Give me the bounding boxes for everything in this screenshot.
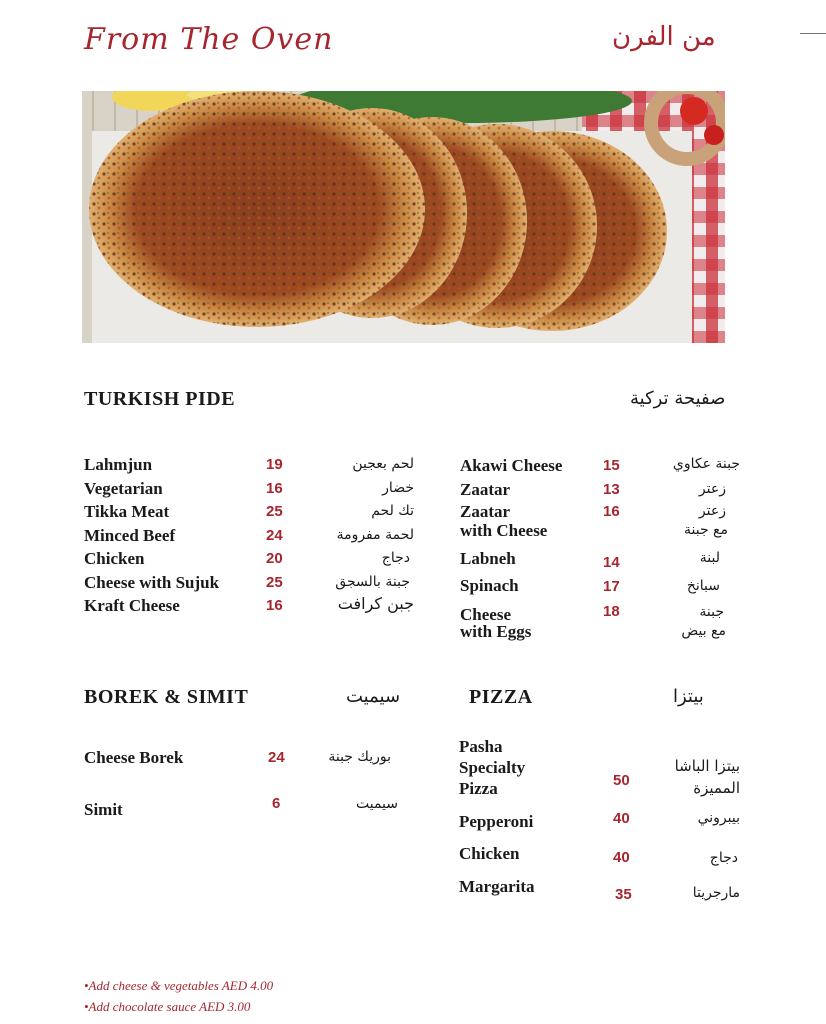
menu-item-arabic: زعتر (698, 481, 726, 497)
corner-divider (800, 33, 826, 34)
menu-item-price: 17 (603, 578, 620, 595)
menu-item-arabic: زعتر (698, 503, 726, 519)
menu-item-price: 19 (266, 456, 283, 473)
menu-item-price: 6 (272, 795, 281, 812)
menu-item-name: Simit (84, 800, 123, 819)
menu-item-name: Zaatar (460, 502, 511, 521)
menu-item-arabic: جبنة بالسجق (335, 574, 410, 590)
menu-item-arabic: مارجريتا (692, 885, 740, 901)
menu-item-arabic: جبنة عكاوي (672, 456, 740, 472)
menu-item-name: Margarita (459, 877, 535, 896)
menu-item-price: 25 (266, 574, 283, 591)
menu-item-name-line3: Pizza (459, 779, 498, 798)
menu-item-name: Chicken (459, 844, 520, 863)
menu-item-name-line2: with Cheese (460, 521, 548, 540)
menu-item-arabic: لحم بعجين (352, 456, 414, 472)
menu-item-name: Labneh (460, 549, 516, 568)
menu-item-name: Lahmjun (84, 455, 153, 474)
menu-item-name: Pasha (459, 737, 503, 756)
food-photo (82, 91, 725, 343)
menu-item-arabic-line2: المميزة (693, 779, 740, 797)
menu-item-arabic: دجاج (381, 550, 410, 566)
menu-item-name: Spinach (460, 576, 519, 595)
menu-item-name: Zaatar (460, 480, 511, 499)
menu-item-arabic: سيميت (355, 796, 398, 812)
menu-item-name: Cheese (460, 605, 511, 624)
section-title-turkish-pide-arabic: صفيحة تركية (630, 388, 726, 409)
menu-item-price: 35 (615, 886, 632, 903)
menu-item-price: 50 (613, 772, 630, 789)
menu-item-arabic: جبن كرافت (337, 594, 414, 613)
menu-item-arabic: خضار (382, 480, 414, 496)
section-title-borek-simit-arabic: سيميت (346, 686, 401, 707)
menu-item-name: Minced Beef (84, 526, 176, 545)
menu-item-price: 24 (268, 749, 285, 766)
menu-item-name: Tikka Meat (84, 502, 170, 521)
menu-item-price: 16 (266, 480, 283, 497)
menu-item-arabic: لبنة (699, 550, 720, 566)
menu-item-name-line2: Specialty (459, 758, 526, 777)
menu-item-price: 16 (603, 503, 620, 520)
menu-item-name: Vegetarian (84, 479, 163, 498)
menu-item-arabic: بيتزا الباشا (674, 757, 740, 775)
menu-item-arabic: لحمة مفرومة (336, 527, 414, 543)
menu-item-name: Cheese with Sujuk (84, 573, 220, 592)
menu-item-price: 20 (266, 550, 283, 567)
footnote: •Add cheese & vegetables AED 4.00 (84, 978, 274, 993)
menu-item-price: 16 (266, 597, 283, 614)
page-title: From The Oven (84, 22, 334, 57)
menu-item-name: Chicken (84, 549, 145, 568)
menu-item-arabic: بوريك جبنة (328, 749, 391, 765)
menu-item-price: 14 (603, 554, 620, 571)
footnote: •Add chocolate sauce AED 3.00 (84, 999, 251, 1014)
menu-item-name: Cheese Borek (84, 748, 184, 767)
menu-item-price: 15 (603, 457, 620, 474)
section-title-borek-simit: BOREK & SIMIT (84, 686, 249, 708)
menu-item-arabic: تك لحم (371, 503, 414, 519)
menu-item-price: 18 (603, 603, 620, 620)
section-title-pizza: PIZZA (469, 686, 533, 708)
menu-item-arabic: بيبروني (697, 810, 740, 826)
menu-item-arabic-line2: مع بيض (681, 623, 726, 639)
menu-item-price: 40 (613, 849, 630, 866)
menu-item-price: 13 (603, 481, 620, 498)
menu-item-price: 40 (613, 810, 630, 827)
menu-item-arabic: دجاج (709, 850, 738, 866)
section-title-turkish-pide: TURKISH PIDE (84, 388, 236, 410)
menu-item-name-line2: with Eggs (460, 622, 532, 641)
menu-item-arabic: جبنة (699, 604, 724, 620)
menu-item-name: Akawi Cheese (460, 456, 563, 475)
menu-item-price: 24 (266, 527, 283, 544)
section-title-pizza-arabic: بيتزا (673, 686, 704, 707)
menu-item-arabic-line2: مع جبنة (683, 522, 728, 538)
menu-item-price: 25 (266, 503, 283, 520)
page-title-arabic: من الفرن (612, 22, 716, 52)
menu-item-name: Pepperoni (459, 812, 534, 831)
menu-item-arabic: سبانخ (686, 578, 720, 594)
menu-item-name: Kraft Cheese (84, 596, 180, 615)
